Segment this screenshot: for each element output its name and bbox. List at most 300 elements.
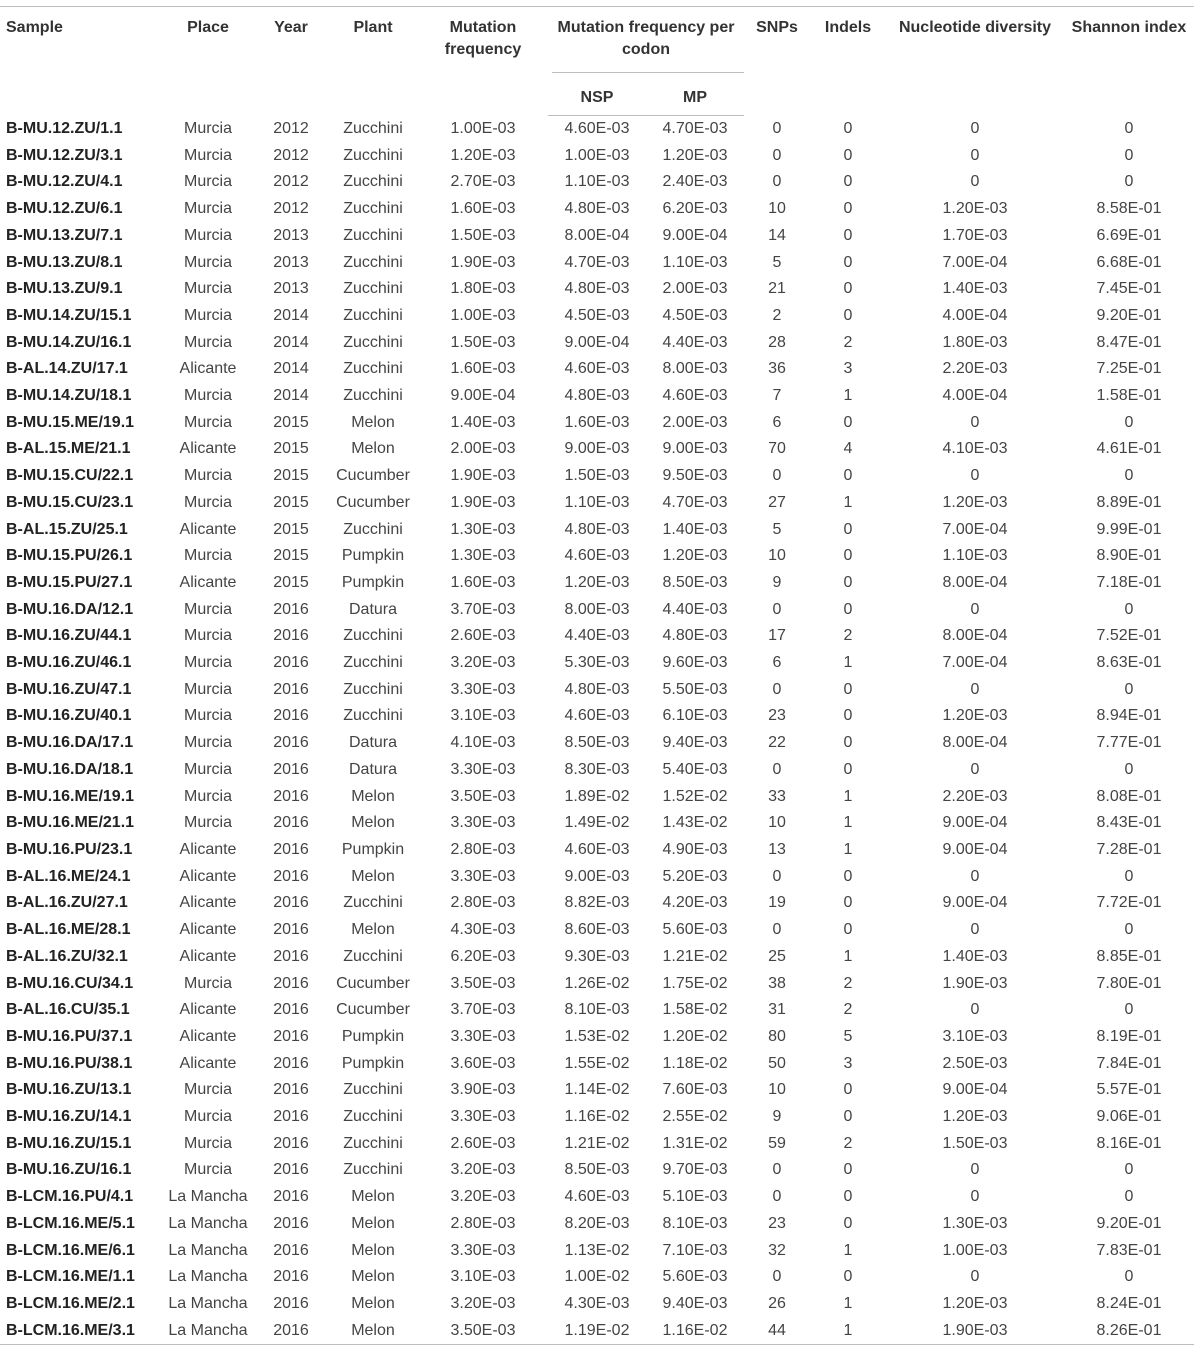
cell-sample: B-MU.16.ZU/47.1: [6, 680, 132, 698]
cell-sample: B-MU.16.ZU/16.1: [6, 1161, 132, 1179]
cell-sample: B-AL.16.CU/35.1: [6, 1001, 130, 1019]
table-row: [0, 1318, 1194, 1345]
table-row: [0, 944, 1194, 971]
cell-nsp: 8.82E-03: [564, 894, 630, 912]
cell-indels: 1: [843, 840, 853, 858]
cell-mutation-frequency: 3.20E-03: [450, 654, 516, 672]
cell-snps: 6: [772, 654, 782, 672]
cell-year: 2014: [273, 360, 309, 378]
cell-year: 2016: [273, 867, 309, 885]
cell-shannon-index: 8.63E-01: [1096, 654, 1162, 672]
cell-plant: Zucchini: [343, 333, 403, 351]
cell-indels: 0: [843, 707, 853, 725]
cell-nsp: 4.40E-03: [564, 627, 630, 645]
cell-nsp: 8.60E-03: [564, 921, 630, 939]
cell-shannon-index: 4.61E-01: [1096, 440, 1162, 458]
table-row: [0, 250, 1194, 277]
table-row: [0, 864, 1194, 891]
cell-place: Alicante: [179, 520, 237, 538]
cell-shannon-index: 8.94E-01: [1096, 707, 1162, 725]
cell-mutation-frequency: 3.30E-03: [450, 1027, 516, 1045]
cell-nucleotide-diversity: 1.40E-03: [942, 947, 1008, 965]
cell-plant: Melon: [351, 787, 395, 805]
cell-snps: 10: [768, 814, 786, 832]
cell-shannon-index: 9.20E-01: [1096, 306, 1162, 324]
cell-sample: B-MU.12.ZU/3.1: [6, 146, 123, 164]
cell-plant: Cucumber: [336, 1001, 410, 1019]
cell-mutation-frequency: 2.80E-03: [450, 894, 516, 912]
cell-mutation-frequency: 2.60E-03: [450, 627, 516, 645]
cell-nucleotide-diversity: 0: [970, 1161, 980, 1179]
cell-shannon-index: 0: [1124, 867, 1134, 885]
cell-snps: 0: [772, 1268, 782, 1286]
cell-nsp: 1.19E-02: [548, 1318, 646, 1345]
table-row: [0, 1264, 1194, 1291]
cell-sample: B-MU.16.ZU/40.1: [6, 707, 132, 725]
cell-year: 2016: [273, 1108, 309, 1126]
cell-sample: B-LCM.16.ME/5.1: [6, 1214, 135, 1232]
cell-mp: 1.21E-02: [662, 947, 728, 965]
cell-year: 2012: [273, 146, 309, 164]
cell-place: Murcia: [183, 493, 232, 511]
cell-mutation-frequency: 3.50E-03: [450, 974, 516, 992]
header-mutation-frequency: Mutation frequency: [418, 7, 548, 116]
table-row: [0, 757, 1194, 784]
cell-indels: 0: [843, 760, 853, 778]
cell-sample: B-AL.16.ZU/32.1: [6, 947, 128, 965]
cell-indels: 0: [843, 520, 853, 538]
cell-mutation-frequency: 1.80E-03: [450, 280, 516, 298]
cell-nucleotide-diversity: 7.00E-04: [942, 253, 1008, 271]
table-row: [0, 1238, 1194, 1265]
cell-indels: 0: [843, 280, 853, 298]
cell-mp: 1.20E-03: [662, 146, 728, 164]
cell-shannon-index: 5.57E-01: [1096, 1081, 1162, 1099]
cell-year: 2016: [273, 1027, 309, 1045]
table-row: [0, 490, 1194, 517]
cell-mp: 4.40E-03: [662, 600, 728, 618]
table-row: [0, 1051, 1194, 1078]
cell-nucleotide-diversity: 2.20E-03: [942, 360, 1008, 378]
cell-sample: B-MU.14.ZU/16.1: [6, 333, 132, 351]
cell-plant: Zucchini: [343, 119, 403, 137]
cell-shannon-index: 0: [1124, 1268, 1134, 1286]
cell-indels: 2: [843, 333, 853, 351]
cell-snps: 70: [768, 440, 786, 458]
cell-mp: 7.60E-03: [662, 1081, 728, 1099]
cell-sample: B-MU.12.ZU/4.1: [6, 173, 123, 191]
cell-place: Murcia: [183, 1134, 232, 1152]
cell-nucleotide-diversity: 0: [970, 467, 980, 485]
cell-year: 2016: [273, 974, 309, 992]
cell-plant: Zucchini: [343, 253, 403, 271]
cell-nsp: 1.50E-03: [564, 467, 630, 485]
cell-plant: Melon: [351, 867, 395, 885]
header-nucleotide-diversity: Nucleotide diversity: [886, 7, 1064, 116]
cell-mutation-frequency: 1.90E-03: [450, 467, 516, 485]
cell-indels: 0: [843, 146, 853, 164]
cell-sample: B-MU.16.ZU/15.1: [6, 1134, 132, 1152]
cell-mp: 1.40E-03: [662, 520, 728, 538]
cell-place: Murcia: [183, 387, 232, 405]
cell-mp: 4.80E-03: [662, 627, 728, 645]
cell-plant: Pumpkin: [341, 1054, 405, 1072]
cell-shannon-index: 8.90E-01: [1096, 547, 1162, 565]
cell-indels: 1: [843, 814, 853, 832]
cell-snps: 26: [768, 1294, 786, 1312]
cell-indels: 0: [843, 119, 853, 137]
cell-indels: 0: [843, 867, 853, 885]
cell-mp: 8.00E-03: [662, 360, 728, 378]
cell-shannon-index: 0: [1124, 1188, 1134, 1206]
cell-indels: 0: [843, 1081, 853, 1099]
cell-indels: 0: [843, 173, 853, 191]
cell-shannon-index: 7.18E-01: [1096, 573, 1162, 591]
cell-nsp: 1.16E-02: [564, 1108, 630, 1126]
cell-year: 2016: [273, 1294, 309, 1312]
cell-plant: Datura: [348, 600, 398, 618]
table-header: [0, 7, 1194, 116]
cell-nsp: 1.10E-03: [564, 173, 630, 191]
table-row: [0, 677, 1194, 704]
cell-snps: 5: [772, 253, 782, 271]
cell-indels: 0: [843, 734, 853, 752]
cell-snps: 32: [768, 1241, 786, 1259]
cell-year: 2015: [273, 493, 309, 511]
cell-nsp: 4.60E-03: [564, 707, 630, 725]
cell-sample: B-LCM.16.PU/4.1: [6, 1188, 134, 1206]
cell-snps: 59: [768, 1134, 786, 1152]
cell-mutation-frequency: 3.70E-03: [450, 600, 516, 618]
cell-nucleotide-diversity: 1.20E-03: [942, 707, 1008, 725]
cell-nucleotide-diversity: 0: [970, 760, 980, 778]
table-row: [0, 971, 1194, 998]
cell-indels: 1: [843, 787, 853, 805]
cell-mutation-frequency: 3.30E-03: [450, 680, 516, 698]
cell-mp: 2.00E-03: [662, 280, 728, 298]
cell-indels: 1: [843, 654, 853, 672]
table-row: [0, 1024, 1194, 1051]
cell-plant: Pumpkin: [341, 573, 405, 591]
cell-nsp: 5.30E-03: [564, 654, 630, 672]
cell-plant: Zucchini: [343, 894, 403, 912]
cell-place: Murcia: [183, 280, 232, 298]
cell-mutation-frequency: 3.20E-03: [450, 1294, 516, 1312]
cell-mp: 2.55E-02: [662, 1108, 728, 1126]
cell-snps: 10: [768, 200, 786, 218]
cell-plant: Zucchini: [343, 173, 403, 191]
cell-nucleotide-diversity: 4.00E-04: [942, 306, 1008, 324]
cell-nucleotide-diversity: 0: [970, 921, 980, 939]
cell-indels: 0: [843, 547, 853, 565]
table-row: [0, 543, 1194, 570]
cell-snps: 0: [772, 119, 782, 137]
cell-snps: 13: [768, 840, 786, 858]
cell-year: 2016: [273, 600, 309, 618]
cell-indels: 2: [843, 627, 853, 645]
cell-nsp: 9.30E-03: [564, 947, 630, 965]
cell-nucleotide-diversity: 1.90E-03: [942, 974, 1008, 992]
cell-mutation-frequency: 3.30E-03: [450, 867, 516, 885]
cell-year: 2016: [273, 787, 309, 805]
cell-nsp: 1.20E-03: [564, 573, 630, 591]
cell-mutation-frequency: 3.30E-03: [450, 760, 516, 778]
cell-snps: 80: [768, 1027, 786, 1045]
cell-plant: Melon: [351, 1268, 395, 1286]
cell-nsp: 4.80E-03: [564, 280, 630, 298]
cell-indels: 0: [843, 894, 853, 912]
table-row: [0, 1291, 1194, 1318]
cell-nucleotide-diversity: 1.90E-03: [886, 1318, 1064, 1345]
cell-sample: B-MU.16.ZU/46.1: [6, 654, 132, 672]
cell-nsp: 4.60E-03: [564, 1188, 630, 1206]
cell-mp: 5.60E-03: [662, 921, 728, 939]
cell-indels: 5: [843, 1027, 853, 1045]
cell-indels: 1: [843, 1241, 853, 1259]
cell-nucleotide-diversity: 9.00E-04: [942, 814, 1008, 832]
cell-year: 2016: [273, 840, 309, 858]
cell-plant: Melon: [351, 1294, 395, 1312]
cell-nucleotide-diversity: 1.30E-03: [942, 1214, 1008, 1232]
cell-indels: 0: [843, 413, 853, 431]
cell-place: Murcia: [183, 600, 232, 618]
cell-shannon-index: 0: [1124, 1161, 1134, 1179]
cell-place: La Mancha: [162, 1318, 254, 1345]
cell-mutation-frequency: 2.00E-03: [450, 440, 516, 458]
table-row: [0, 436, 1194, 463]
cell-sample: B-MU.16.DA/12.1: [6, 600, 134, 618]
cell-snps: 14: [768, 226, 786, 244]
cell-mutation-frequency: 6.20E-03: [450, 947, 516, 965]
cell-plant: Zucchini: [343, 627, 403, 645]
cell-snps: 9: [772, 573, 782, 591]
cell-nucleotide-diversity: 4.10E-03: [942, 440, 1008, 458]
cell-mutation-frequency: 1.90E-03: [450, 253, 516, 271]
table-row: [0, 570, 1194, 597]
cell-mp: 2.40E-03: [662, 173, 728, 191]
cell-year: 2014: [273, 333, 309, 351]
cell-indels: 4: [843, 440, 853, 458]
cell-snps: 23: [768, 707, 786, 725]
table-row: [0, 1184, 1194, 1211]
cell-shannon-index: 0: [1124, 760, 1134, 778]
table-row: [0, 276, 1194, 303]
cell-snps: 9: [772, 1108, 782, 1126]
cell-place: Murcia: [183, 654, 232, 672]
cell-year: 2016: [273, 1001, 309, 1019]
cell-year: 2013: [273, 253, 309, 271]
cell-place: Murcia: [183, 627, 232, 645]
table-row: [0, 223, 1194, 250]
table-row: [0, 784, 1194, 811]
cell-mp: 5.60E-03: [662, 1268, 728, 1286]
cell-year: 2016: [273, 894, 309, 912]
cell-mutation-frequency: 1.30E-03: [450, 547, 516, 565]
cell-place: Murcia: [183, 146, 232, 164]
cell-nsp: 1.00E-02: [564, 1268, 630, 1286]
cell-shannon-index: 7.25E-01: [1096, 360, 1162, 378]
cell-plant: Zucchini: [343, 146, 403, 164]
cell-year: 2016: [273, 1161, 309, 1179]
cell-place: Murcia: [183, 547, 232, 565]
table-body: [0, 116, 1194, 1345]
cell-snps: 2: [772, 306, 782, 324]
cell-sample: B-MU.14.ZU/18.1: [6, 387, 132, 405]
cell-sample: B-LCM.16.ME/3.1: [0, 1318, 162, 1345]
cell-snps: 38: [768, 974, 786, 992]
cell-plant: Cucumber: [336, 974, 410, 992]
cell-mutation-frequency: 2.70E-03: [450, 173, 516, 191]
cell-year: 2016: [273, 947, 309, 965]
cell-mutation-frequency: 1.30E-03: [450, 520, 516, 538]
cell-nsp: 8.00E-03: [564, 600, 630, 618]
cell-year: 2016: [273, 1081, 309, 1099]
cell-plant: Datura: [348, 734, 398, 752]
cell-shannon-index: 8.85E-01: [1096, 947, 1162, 965]
cell-nucleotide-diversity: 2.50E-03: [942, 1054, 1008, 1072]
cell-plant: Melon: [351, 440, 395, 458]
header-plant: Plant: [328, 7, 418, 116]
cell-mp: 1.18E-02: [662, 1054, 728, 1072]
cell-mp: 1.31E-02: [662, 1134, 728, 1152]
cell-mutation-frequency: 3.30E-03: [450, 1241, 516, 1259]
cell-year: 2015: [273, 467, 309, 485]
cell-nsp: 4.60E-03: [564, 120, 630, 137]
cell-place: La Mancha: [168, 1268, 248, 1286]
cell-sample: B-MU.15.PU/26.1: [6, 547, 133, 565]
cell-place: Alicante: [179, 440, 237, 458]
cell-shannon-index: 0: [1124, 600, 1134, 618]
cell-nucleotide-diversity: 0: [970, 146, 980, 164]
cell-plant: Zucchini: [343, 200, 403, 218]
cell-mp: 4.70E-03: [662, 120, 728, 137]
cell-plant: Zucchini: [343, 387, 403, 405]
cell-sample: B-MU.12.ZU/1.1: [6, 119, 123, 137]
cell-plant: Cucumber: [336, 467, 410, 485]
cell-nsp: 1.89E-02: [564, 787, 630, 805]
cell-sample: B-MU.16.ZU/44.1: [6, 627, 132, 645]
cell-place: La Mancha: [168, 1294, 248, 1312]
cell-place: Alicante: [179, 894, 237, 912]
table-row: [0, 917, 1194, 944]
mutation-table: [0, 6, 1194, 1345]
cell-nucleotide-diversity: 1.20E-03: [942, 1294, 1008, 1312]
cell-mutation-frequency: 4.10E-03: [450, 734, 516, 752]
cell-snps: 0: [772, 1161, 782, 1179]
cell-mp: 9.50E-03: [662, 467, 728, 485]
cell-place: Murcia: [183, 760, 232, 778]
cell-sample: B-MU.12.ZU/6.1: [6, 200, 123, 218]
cell-shannon-index: 8.43E-01: [1096, 814, 1162, 832]
cell-shannon-index: 9.99E-01: [1096, 520, 1162, 538]
cell-plant: Zucchini: [343, 280, 403, 298]
cell-plant: Melon: [351, 1188, 395, 1206]
cell-mp: 9.00E-03: [662, 440, 728, 458]
table-row: [0, 890, 1194, 917]
cell-nsp: 8.00E-04: [564, 226, 630, 244]
cell-sample: B-MU.16.ZU/14.1: [6, 1108, 132, 1126]
cell-plant: Pumpkin: [341, 547, 405, 565]
cell-year: 2016: [273, 1188, 309, 1206]
cell-year: 2015: [273, 413, 309, 431]
cell-mutation-frequency: 2.80E-03: [450, 1214, 516, 1232]
cell-nsp: 4.70E-03: [564, 253, 630, 271]
table-row: [0, 997, 1194, 1024]
table-row: [0, 837, 1194, 864]
cell-sample: B-MU.16.DA/18.1: [6, 760, 134, 778]
table-row: [0, 196, 1194, 223]
cell-nucleotide-diversity: 1.20E-03: [942, 1108, 1008, 1126]
cell-mutation-frequency: 3.20E-03: [450, 1161, 516, 1179]
cell-nsp: 4.80E-03: [564, 680, 630, 698]
cell-mp: 4.60E-03: [662, 387, 728, 405]
cell-mutation-frequency: 1.60E-03: [450, 200, 516, 218]
cell-mp: 9.40E-03: [662, 1294, 728, 1312]
cell-mp: 1.16E-02: [646, 1318, 744, 1345]
cell-shannon-index: 0: [1124, 1001, 1134, 1019]
cell-nsp: 1.60E-03: [564, 413, 630, 431]
cell-plant: Zucchini: [343, 306, 403, 324]
cell-snps: 0: [772, 921, 782, 939]
cell-nucleotide-diversity: 0: [970, 1001, 980, 1019]
cell-place: Alicante: [179, 1001, 237, 1019]
cell-shannon-index: 7.84E-01: [1096, 1054, 1162, 1072]
cell-plant: Datura: [348, 760, 398, 778]
cell-indels: 0: [843, 226, 853, 244]
cell-indels: 0: [843, 1214, 853, 1232]
cell-place: Alicante: [179, 840, 237, 858]
cell-mp: 1.75E-02: [662, 974, 728, 992]
cell-plant: Pumpkin: [341, 1027, 405, 1045]
cell-mp: 9.70E-03: [662, 1161, 728, 1179]
cell-place: Alicante: [179, 1027, 237, 1045]
cell-indels: 2: [843, 974, 853, 992]
cell-nsp: 4.50E-03: [564, 306, 630, 324]
cell-indels: 0: [843, 680, 853, 698]
cell-shannon-index: 8.58E-01: [1096, 200, 1162, 218]
cell-snps: 23: [768, 1214, 786, 1232]
cell-shannon-index: 6.68E-01: [1096, 253, 1162, 271]
cell-mp: 1.10E-03: [662, 253, 728, 271]
cell-mp: 9.40E-03: [662, 734, 728, 752]
cell-plant: Zucchini: [343, 680, 403, 698]
cell-snps: 28: [768, 333, 786, 351]
cell-nsp: 1.10E-03: [564, 493, 630, 511]
cell-mp: 8.50E-03: [662, 573, 728, 591]
cell-nucleotide-diversity: 1.40E-03: [942, 280, 1008, 298]
table-row: [0, 650, 1194, 677]
cell-sample: B-MU.15.CU/22.1: [6, 467, 134, 485]
cell-plant: Melon: [351, 1214, 395, 1232]
cell-plant: Zucchini: [343, 1161, 403, 1179]
cell-shannon-index: 7.83E-01: [1096, 1241, 1162, 1259]
cell-sample: B-LCM.16.ME/2.1: [6, 1294, 135, 1312]
cell-mutation-frequency: 3.10E-03: [450, 1268, 516, 1286]
cell-nsp: 4.30E-03: [564, 1294, 630, 1312]
table-row: [0, 1157, 1194, 1184]
cell-snps: 0: [772, 600, 782, 618]
cell-indels: 0: [843, 600, 853, 618]
cell-mp: 9.00E-04: [662, 226, 728, 244]
cell-shannon-index: 8.89E-01: [1096, 493, 1162, 511]
cell-sample: B-MU.15.CU/23.1: [6, 493, 134, 511]
cell-indels: 0: [843, 1268, 853, 1286]
cell-mutation-frequency: 2.80E-03: [450, 840, 516, 858]
cell-indels: 0: [843, 1188, 853, 1206]
cell-indels: 2: [843, 1001, 853, 1019]
cell-nucleotide-diversity: 1.10E-03: [942, 547, 1008, 565]
cell-place: Murcia: [183, 200, 232, 218]
